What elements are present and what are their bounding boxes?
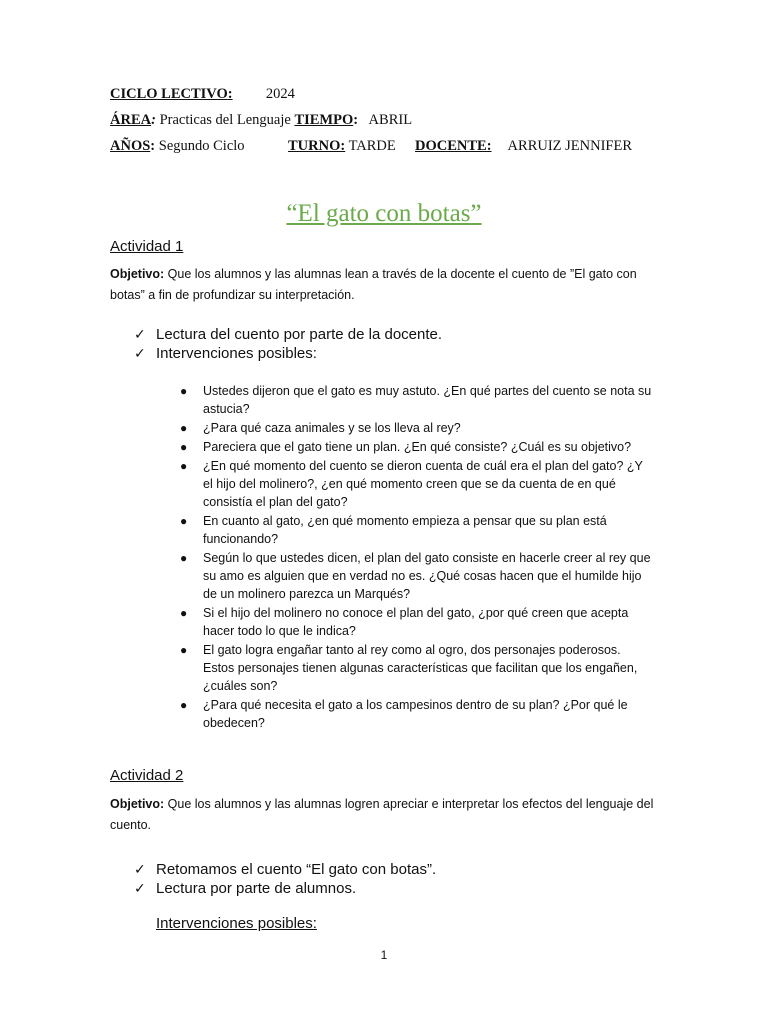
document-title: “El gato con botas” [286, 200, 482, 227]
actividad-1-checklist [134, 325, 442, 363]
bullet-icon: ● [180, 698, 188, 712]
page-number: 1 [380, 948, 388, 962]
list-item [178, 549, 653, 603]
bullet-icon: ● [180, 459, 188, 473]
intervenciones-subheading: Intervenciones posibles: [156, 915, 317, 932]
area-value: Practicas del Lenguaje [159, 112, 291, 128]
list-item [178, 604, 653, 640]
bullet-icon: ● [180, 440, 188, 454]
ciclo-value: 2024 [265, 86, 295, 102]
list-item [178, 382, 653, 418]
bullet-icon: ● [180, 421, 188, 435]
check-icon: ✓ [134, 861, 146, 877]
objective-text: Que los alumnos y las alumnas lean a través de la docente el cuento de ”El gato con botas” a fin de profundizar su interpretación. [110, 267, 637, 302]
list-item-text: Ustedes dijeron que el gato es muy astuto. ¿En qué partes del cuento se nota su astucia? [203, 384, 652, 416]
turno-label: TURNO: [288, 138, 346, 154]
list-item-text: ¿Para qué caza animales y se los lleva al rey? [203, 421, 461, 435]
bullet-icon: ● [180, 384, 188, 398]
tiempo-label: TIEMPO [294, 112, 354, 128]
bullet-icon: ● [180, 551, 188, 565]
list-item-text: Si el hijo del molinero no conoce el plan del gato, ¿por qué creen que acepta hacer todo lo que le indica? [203, 606, 629, 638]
anos-label: AÑOS [110, 138, 151, 154]
ciclo-label: CICLO LECTIVO [110, 86, 228, 102]
bullet-icon: ● [180, 514, 188, 528]
tiempo-value: ABRIL [368, 112, 413, 128]
tiempo-colon: : [353, 112, 359, 128]
objective-label: Objetivo: [110, 267, 165, 281]
ciclo-colon: : [227, 86, 233, 102]
list-item [178, 696, 653, 732]
check-item [134, 860, 436, 879]
header-ciclo-row [110, 85, 295, 103]
header-turno-group [288, 137, 632, 155]
check-icon: ✓ [134, 345, 146, 361]
header-anos-row [110, 137, 245, 155]
check-icon: ✓ [134, 326, 146, 342]
bullet-icon: ● [180, 643, 188, 657]
list-item [178, 641, 653, 695]
list-item-text: El gato logra engañar tanto al rey como al ogro, dos personajes poderosos. Estos personajes tienen algunas características que facilitan que los engañen, ¿cuáles son? [203, 643, 638, 693]
check-item [134, 344, 442, 363]
list-item [178, 438, 653, 456]
bullet-icon: ● [180, 606, 188, 620]
list-item-text: ¿Para qué necesita el gato a los campesinos dentro de su plan? ¿Por qué le obedecen? [203, 698, 628, 730]
actividad-2-heading: Actividad 2 [110, 767, 184, 784]
anos-colon: : [150, 138, 156, 154]
actividad-1-objective [110, 264, 670, 306]
check-icon: ✓ [134, 880, 146, 896]
check-item-text: Retomamos el cuento “El gato con botas”. [156, 861, 437, 878]
docente-label: DOCENTE: [415, 138, 492, 154]
check-item-text: Lectura del cuento por parte de la docente. [156, 326, 443, 343]
anos-value: Segundo Ciclo [158, 138, 245, 154]
list-item [178, 457, 653, 511]
area-colon: : [151, 112, 156, 128]
check-item-text: Lectura por parte de alumnos. [156, 880, 357, 897]
check-item [134, 879, 436, 898]
actividad-1-heading: Actividad 1 [110, 238, 184, 255]
intervenciones-list [178, 382, 653, 733]
list-item-text: Pareciera que el gato tiene un plan. ¿En qué consiste? ¿Cuál es su objetivo? [203, 440, 632, 454]
list-item [178, 419, 653, 437]
list-item-text: ¿En qué momento del cuento se dieron cuenta de cuál era el plan del gato? ¿Y el hijo del molinero?, ¿en qué momento creen que se da cuenta de en qué consistía el plan del gato? [203, 459, 643, 509]
list-item-text: Según lo que ustedes dicen, el plan del gato consiste en hacerle creer al rey que su amo es alguien que en verdad no es. ¿Qué cosas hacen que el humilde hijo de un molinero parezca un Marqués? [203, 551, 651, 601]
list-item-text: En cuanto al gato, ¿en qué momento empieza a pensar que su plan está funcionando? [203, 514, 607, 546]
check-item [134, 325, 442, 344]
area-label: ÁREA [110, 112, 152, 128]
objective-text: Que los alumnos y las alumnas logren apreciar e interpretar los efectos del lenguaje del cuento. [110, 797, 654, 832]
turno-value: TARDE [348, 138, 396, 154]
actividad-2-objective [110, 794, 670, 836]
list-item [178, 512, 653, 548]
objective-label: Objetivo: [110, 797, 165, 811]
actividad-2-checklist [134, 860, 436, 898]
check-item-text: Intervenciones posibles: [156, 345, 317, 362]
header-area-row [110, 111, 412, 129]
docente-value: ARRUIZ JENNIFER [507, 138, 633, 154]
